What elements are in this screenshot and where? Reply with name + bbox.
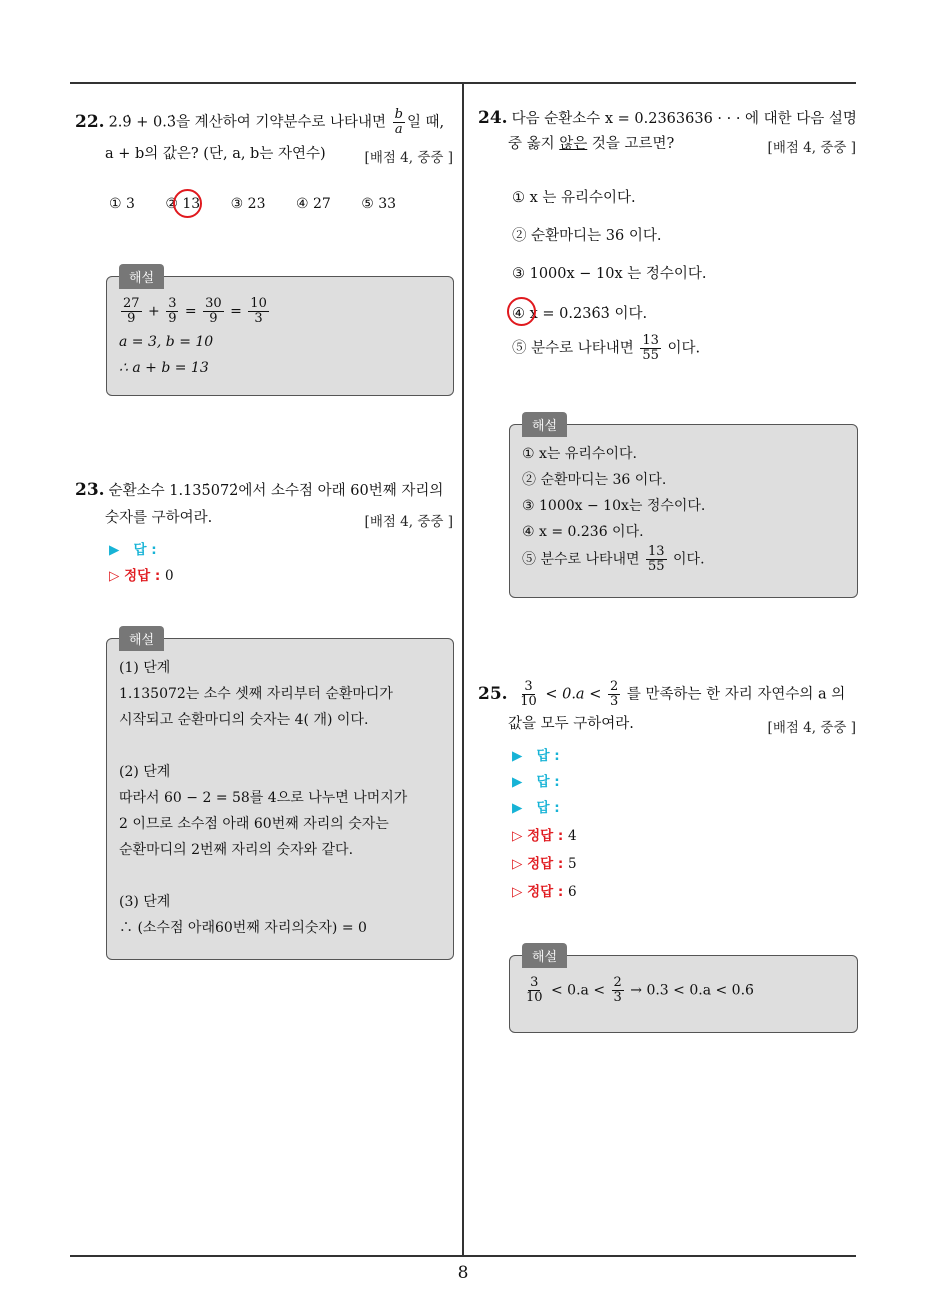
solution-line-1: $\frac{27}{9}$ + $\frac{3}{9}$ = $\frac{30}{9}$ = $\frac{10}{3}$ xyxy=(123,296,267,326)
solution-line: $\frac{3}{10}$ < 0.a < $\frac{2}{3}$ → 0.3 < 0.a < 0.6̇ xyxy=(526,975,754,1005)
solution-line: ① x는 유리수이다. xyxy=(522,446,637,462)
question-text-line2: 숫자를 구하여라. xyxy=(105,510,213,526)
solution-line: 순환마디의 2번째 자리의 숫자와 같다. xyxy=(119,842,354,858)
question-text: 다음 순환소수 x = 0.2363636 · · · 에 대한 다음 설명 xyxy=(511,111,857,127)
correct-answer-row-2: ▷ 정답 : 5 xyxy=(512,856,577,872)
page-number: 8 xyxy=(457,1263,469,1283)
solution-line: 시작되고 순환마디의 숫자는 4( 개) 이다. xyxy=(119,712,369,728)
question-number: 24. xyxy=(478,108,508,128)
solution-line: ③ 1000x − 10x는 정수이다. xyxy=(522,498,706,514)
question-number: 23. xyxy=(75,480,105,500)
solution-box-22 xyxy=(106,271,454,396)
answer-marker-icon: ▶ xyxy=(109,542,120,558)
option-4[interactable]: ④ x = 0.236̇3̇ 이다. xyxy=(512,306,648,322)
answer-input-row[interactable] xyxy=(109,538,157,558)
solution-box-25 xyxy=(509,950,858,1033)
question-number: 25. xyxy=(478,683,508,704)
question-text-end: 일 때, xyxy=(406,114,445,131)
option-1[interactable]: ① x 는 유리수이다. xyxy=(512,190,636,206)
solution-line: (2) 단계 xyxy=(119,764,171,780)
question-number: 22. xyxy=(75,111,105,132)
answer-input-row-2[interactable]: ▶ 답 : xyxy=(512,774,560,790)
score-meta: [배점 4, 중중 ] xyxy=(767,140,856,156)
correct-answer-row-1: ▷ 정답 : 4 xyxy=(512,828,577,844)
solution-line-3: ∴ a + b = 13 xyxy=(119,360,209,376)
option-3[interactable]: ③ 1000x − 10x 는 정수이다. xyxy=(512,266,707,282)
solution-line: ⑤ 분수로 나타내면 $\frac{13}{55}$ 이다. xyxy=(522,544,705,574)
question-text: 2.9̇ + 0.3̇을 계산하여 기약분수로 나타내면 xyxy=(108,114,386,131)
solution-tab: 해설 xyxy=(522,943,567,968)
solution-line: 2 이므로 소수점 아래 60번째 자리의 숫자는 xyxy=(119,816,389,832)
correct-marker-icon: ▷ xyxy=(109,568,120,584)
solution-tab: 해설 xyxy=(119,626,164,651)
correct-marker-icon: ▷ xyxy=(512,828,523,844)
question-text-line2: 값을 모두 구하여라. xyxy=(508,716,634,732)
correct-answer-row xyxy=(109,564,174,584)
correct-answer-row-3: ▷ 정답 : 6 xyxy=(512,884,577,900)
score-meta: [배점 4, 중중 ] xyxy=(364,150,453,166)
answer-marker-icon: ▶ xyxy=(512,800,523,816)
option-5[interactable]: ⑤ 분수로 나타내면 $\frac{13}{55}$ 이다. xyxy=(512,333,701,363)
answer-label: 답 : xyxy=(133,542,157,558)
question-text: 순환소수 1.135̇072̇에서 소수점 아래 60번째 자리의 xyxy=(108,483,444,499)
solution-tab: 해설 xyxy=(119,264,164,289)
correct-value: 0 xyxy=(164,568,174,584)
correct-marker-icon: ▷ xyxy=(512,884,523,900)
question-text-line2: 중 옳지 않은 것을 고르면? xyxy=(508,136,675,152)
score-meta: [배점 4, 중중 ] xyxy=(364,514,453,530)
question-text: 를 만족하는 한 자리 자연수의 a 의 xyxy=(626,686,846,703)
solution-box-24 xyxy=(509,419,858,598)
solution-line: ② 순환마디는 36 이다. xyxy=(522,472,667,488)
choice-list xyxy=(109,196,422,212)
solution-line: 1.135̇072̇는 소수 셋째 자리부터 순환마디가 xyxy=(119,686,393,702)
answer-input-row-3[interactable]: ▶ 답 : xyxy=(512,800,560,816)
selected-answer-circle xyxy=(173,189,202,218)
solution-line: (3) 단계 xyxy=(119,894,171,910)
solution-line-2: a = 3, b = 10 xyxy=(119,334,214,350)
choice-1[interactable]: ① 3 xyxy=(109,196,135,212)
choice-3[interactable]: ③ 23 xyxy=(230,196,266,212)
answer-input-row-1[interactable]: ▶ 답 : xyxy=(512,748,560,764)
question-text-line2: a + b의 값은? (단, a, b는 자연수) xyxy=(105,146,326,162)
answer-marker-icon: ▶ xyxy=(512,774,523,790)
choice-4[interactable]: ④ 27 xyxy=(295,196,331,212)
solution-line: 따라서 60 − 2 = 58를 4으로 나누면 나머지가 xyxy=(119,790,408,806)
solution-tab: 해설 xyxy=(522,412,567,437)
emphasis-underline: 않은 xyxy=(559,136,588,152)
selected-answer-circle xyxy=(507,297,536,326)
fraction-b-over-a: $\frac{b}{a}$ xyxy=(394,107,403,137)
solution-line: ④ x = 0.23̇6̇ 이다. xyxy=(522,524,644,540)
bottom-rule xyxy=(70,1255,856,1257)
correct-label: 정답 : xyxy=(124,568,161,584)
option-2[interactable]: ② 순환마디는 36 이다. xyxy=(512,228,662,244)
answer-marker-icon: ▶ xyxy=(512,748,523,764)
solution-line: ∴ (소수점 아래60번째 자리의숫자) = 0 xyxy=(119,920,367,936)
score-meta: [배점 4, 중중 ] xyxy=(767,720,856,736)
choice-2[interactable]: ② 13 xyxy=(165,196,201,212)
center-divider xyxy=(462,82,464,1256)
choice-5[interactable]: ⑤ 33 xyxy=(361,196,397,212)
correct-marker-icon: ▷ xyxy=(512,856,523,872)
solution-line: (1) 단계 xyxy=(119,660,171,676)
solution-box-23 xyxy=(106,633,454,960)
